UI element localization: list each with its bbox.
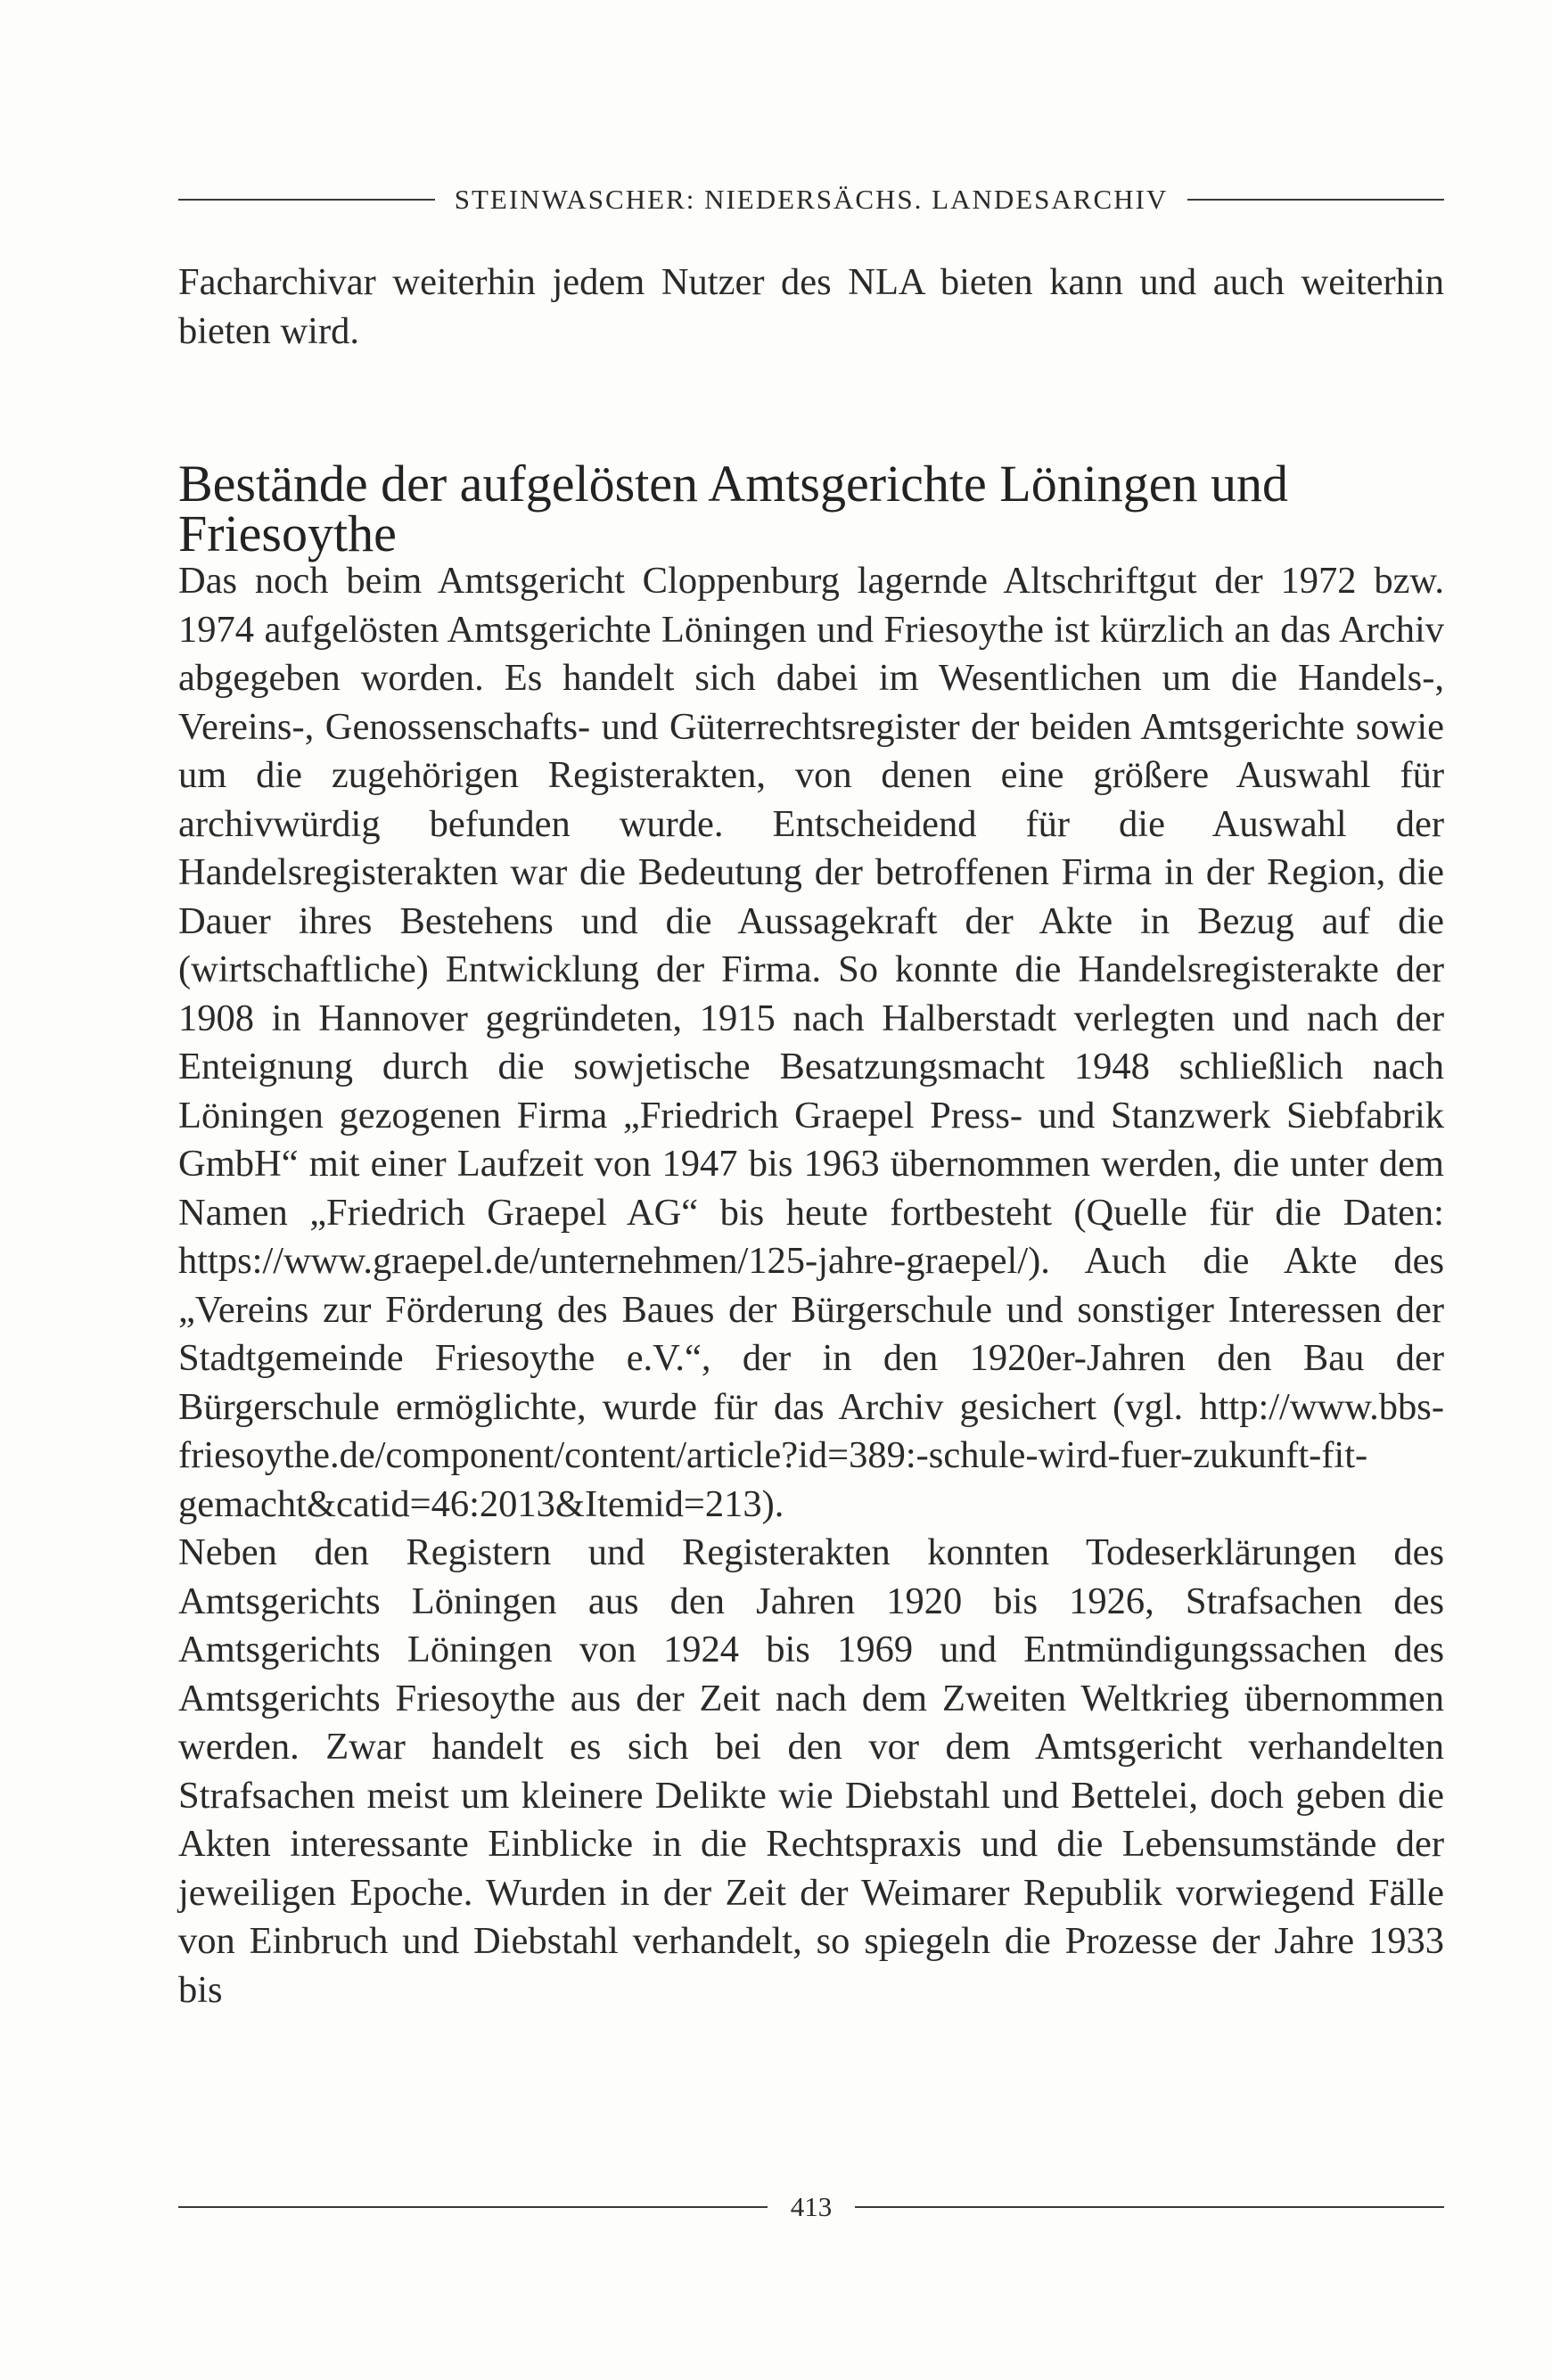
body-paragraph-2: Neben den Registern und Registerakten konnten Todeserklärungen des Amtsgerichts Löningen aus den Jahren 1920 bis 1926, Strafsachen des Amtsgerichts Löningen von 1924 bis 1969 und Entmündigungssachen des Amtsgerichts Friesoythe aus der Zeit nach dem Zweiten Weltkrieg übernommen werden. Zwar handelt es sich bei den vor dem Amtsgericht verhandelten Strafsachen meist um kleinere Delikte wie Diebstahl und Bettelei, doch geben die Akten interessante Einblicke in die Rechtspraxis und die Lebensumstände der jeweiligen Epoche. Wurden in der Zeit der Weimarer Republik vorwiegend Fälle von Einbruch und Diebstahl verhandelt, so spiegeln die Prozesse der Jahre 1933 bis	[178, 1531, 1444, 2011]
intro-paragraph: Facharchivar weiterhin jedem Nutzer des NLA bieten kann und auch weiterhin bieten wird.	[178, 261, 1444, 352]
footer-right-rule	[855, 2206, 1444, 2208]
intro-text-block	[178, 259, 1444, 356]
footer-left-rule	[178, 2206, 768, 2208]
running-head-title: STEINWASCHER: NIEDERSÄCHS. LANDESARCHIV	[454, 184, 1169, 215]
page-number: 413	[790, 2191, 833, 2222]
running-head-right-rule	[1187, 199, 1444, 201]
running-head	[178, 185, 1444, 213]
page-footer	[178, 2193, 1444, 2220]
main-text-block	[178, 557, 1444, 2015]
body-paragraph-1: Das noch beim Amtsgericht Cloppenburg lagernde Altschriftgut der 1972 bzw. 1974 aufgelösten Amtsgerichte Löningen und Friesoythe ist kürzlich an das Archiv abgegeben worden. Es handelt sich dabei im Wesentlichen um die Handels-, Vereins-, Genossenschafts- und Güterrechtsregister der beiden Amtsgerichte sowie um die zugehörigen Registerakten, von denen eine größere Auswahl für archivwürdig befunden wurde. Entscheidend für die Auswahl der Handelsregisterakten war die Bedeutung der betroffenen Firma in der Region, die Dauer ihres Bestehens und die Aussagekraft der Akte in Bezug auf die (wirtschaftliche) Entwicklung der Firma. So konnte die Handelsregisterakte der 1908 in Hannover gegründeten, 1915 nach Halberstadt verlegten und nach der Enteignung durch die sowjetische Besatzungsmacht 1948 schließlich nach Löningen gezogenen Firma „Friedrich Graepel Press- und Stanzwerk Siebfabrik GmbH“ mit einer Laufzeit von 1947 bis 1963 übernommen werden, die unter dem Namen „Friedrich Graepel AG“ bis heute fortbesteht (Quelle für die Daten: https://www.graepel.de/unternehmen/125-jahre-graepel/). Auch die Akte des „Vereins zur Förderung des Baues der Bürgerschule und sonstiger Interessen der Stadtgemeinde Friesoythe e.V.“, der in den 1920er-Jahren den Bau der Bürgerschule ermöglichte, wurde für das Archiv gesichert (vgl. http://www.bbs-friesoythe.de/component/content/article?id=389:-schule-wird-fuer-zukunft-fit-gemacht&catid=46:2013&Itemid=213).	[178, 560, 1444, 1525]
section-heading: Bestände der aufgelösten Amtsgerichte Löningen und Friesoythe	[178, 455, 1289, 562]
running-head-left-rule	[178, 199, 435, 201]
